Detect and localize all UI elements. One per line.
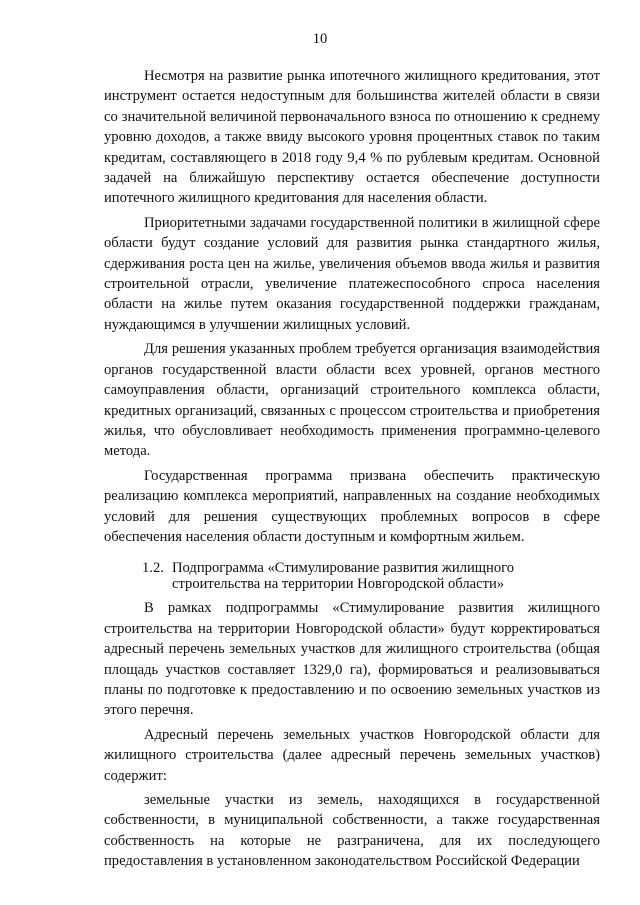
paragraph-program-purpose: Государственная программа призвана обеспечить практическую реализацию комплекса мероприятий, направленных на создание необходимых условий для решения существующих проблемных вопросов в сфере обеспечения населения области доступным и комфортным жильем. [104, 467, 600, 545]
paragraph-subprogram-scope: В рамках подпрограммы «Стимулирование развития жилищного строительства на территории Новгородской области» будут корректироваться адресный перечень земельных участков для жилищного строительства (общая площадь участков составляет 1329,0 га), формироваться и реализовываться планы по подготовке к предоставлению и по освоению земельных участков из этого перечня. [104, 600, 600, 719]
paragraph-address-list-intro: Адресный перечень земельных участков Новгородской области для жилищного строительства (далее адресный перечень земельных участков) содержит: [104, 726, 600, 784]
section-number: 1.2. [142, 560, 164, 577]
page-number: 10 [312, 31, 328, 47]
section-title-line1: Подпрограмма «Стимулирование развития жилищного [172, 560, 515, 577]
paragraph-interaction-organization: Для решения указанных проблем требуется организация взаимодействия органов государственной власти области всех уровней, органов местного самоуправления области, организаций строительного комплекса области, кредитных организаций, связанных с процессом строительства и приобретения жилья, что обусловливает необходимость применения программно-целевого метода. [104, 341, 600, 460]
section-heading [104, 560, 600, 592]
paragraph-policy-priorities: Приоритетными задачами государственной политики в жилищной сфере области будут создание условий для развития рынка стандартного жилья, сдерживания роста цен на жилье, увеличения объемов ввода жилья и развития строительной отрасли, увеличение платежеспособного спроса населения области на жилье путем оказания государственной поддержки гражданам, нуждающимся в улучшении жилищных условий. [104, 214, 600, 333]
section-title-line2: строительства на территории Новгородской области» [172, 576, 505, 593]
document-body [104, 66, 600, 876]
paragraph-land-plots-item: земельные участки из земель, находящихся в государственной собственности, в муниципальной собственности, а также государственная собственность на которые не разграничена, для их последующего предоставления в установленном законодательством Российской Федерации [104, 792, 600, 870]
paragraph-mortgage-availability: Несмотря на развитие рынка ипотечного жилищного кредитования, этот инструмент остается недоступным для большинства жителей области в связи со значительной величиной первоначального взноса по отношению к среднему уровню доходов, а также ввиду высокого уровня процентных ставок по таким кредитам, составляющего в 2018 году 9,4 % по рублевым кредитам. Основной задачей на ближайшую перспективу остается обеспечение доступности ипотечного жилищного кредитования для населения области. [104, 68, 600, 207]
